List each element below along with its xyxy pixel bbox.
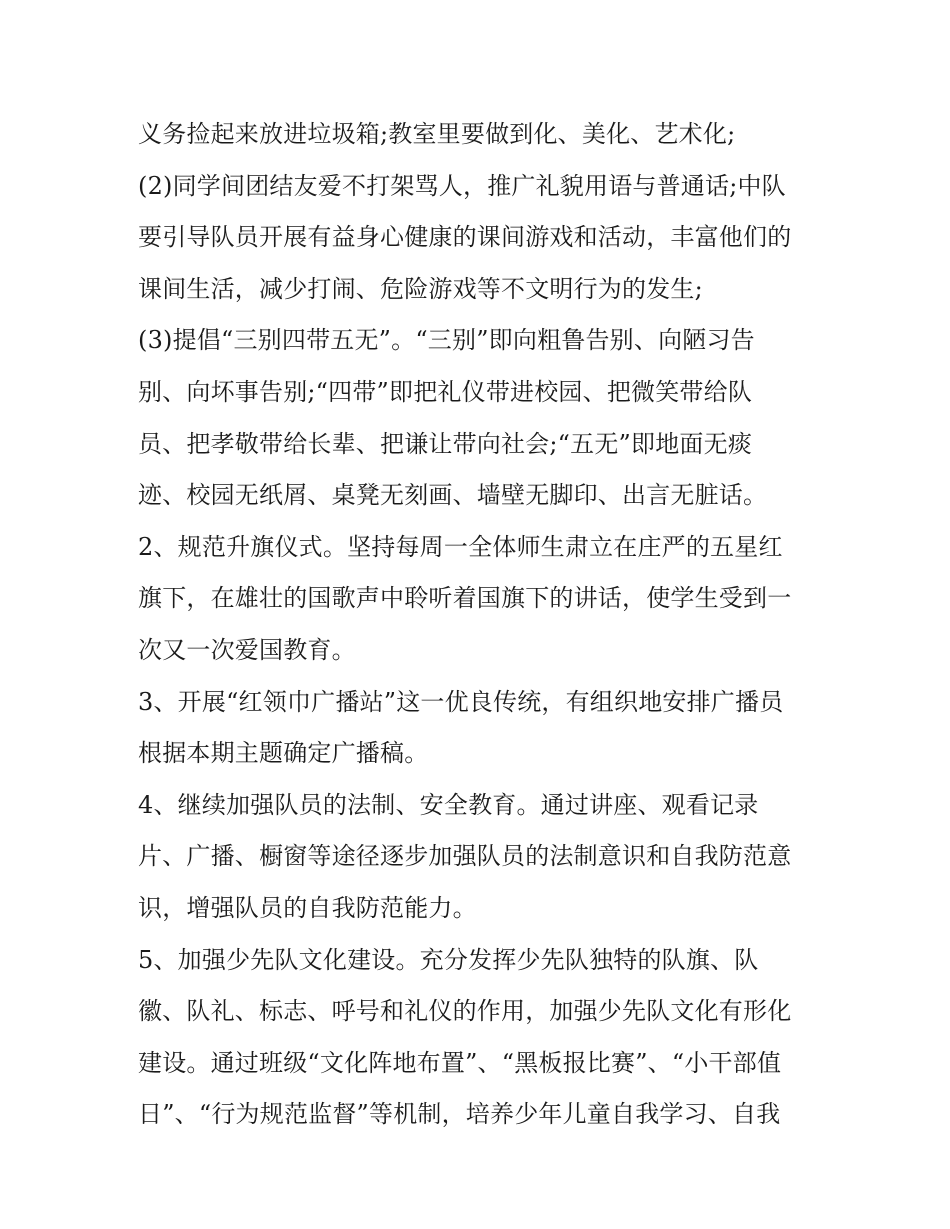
text-line: 徽、队礼、标志、呼号和礼仪的作用，加强少先队文化有形化 — [138, 997, 792, 1026]
text-line: 员、把孝敬带给长辈、把谦让带向社会;“五无”即地面无痰 — [138, 429, 753, 458]
text-line: 义务捡起来放进垃圾箱;教室里要做到化、美化、艺术化; — [138, 120, 736, 148]
text-line: 根据本期主题确定广播稿。 — [138, 739, 429, 768]
text-line: 片、广播、橱窗等途径逐步加强队员的法制意识和自我防范意 — [138, 842, 792, 871]
text-line: 要引导队员开展有益身心健康的课间游戏和活动，丰富他们的 — [138, 223, 792, 252]
text-line: 4、继续加强队员的法制、安全教育。通过讲座、观看记录 — [138, 790, 759, 819]
text-line: 别、向坏事告别;“四带”即把礼仪带进校园、把微笑带给队 — [138, 377, 753, 406]
text-line: 5、加强少先队文化建设。充分发挥少先队独特的队旗、队 — [138, 945, 759, 974]
text-line: 2、规范升旗仪式。坚持每周一全体师生肃立在庄严的五星红 — [138, 532, 783, 561]
text-line: 旗下，在雄壮的国歌声中聆听着国旗下的讲话，使学生受到一 — [138, 584, 792, 613]
text-line: 识，增强队员的自我防范能力。 — [138, 893, 477, 922]
text-line: 课间生活，减少打闹、危险游戏等不文明行为的发生; — [138, 274, 703, 303]
text-line: 3、开展“红领巾广播站”这一优良传统，有组织地安排广播员 — [138, 687, 784, 716]
text-line: 建设。通过班级“文化阵地布置”、“黑板报比赛”、“小干部值 — [138, 1048, 782, 1077]
text-line: (2)同学间团结友爱不打架骂人，推广礼貌用语与普通话;中队 — [138, 171, 786, 200]
text-line: 次又一次爱国教育。 — [138, 635, 356, 664]
text-line: 迹、校园无纸屑、桌凳无刻画、墙壁无脚印、出言无脏话。 — [138, 481, 768, 510]
text-line: 日”、“行为规范监督”等机制，培养少年儿童自我学习、自我 — [138, 1100, 781, 1129]
body-text — [138, 109, 828, 1141]
text-line: (3)提倡“三别四带五无”。“三别”即向粗鲁告别、向陋习告 — [138, 326, 755, 355]
